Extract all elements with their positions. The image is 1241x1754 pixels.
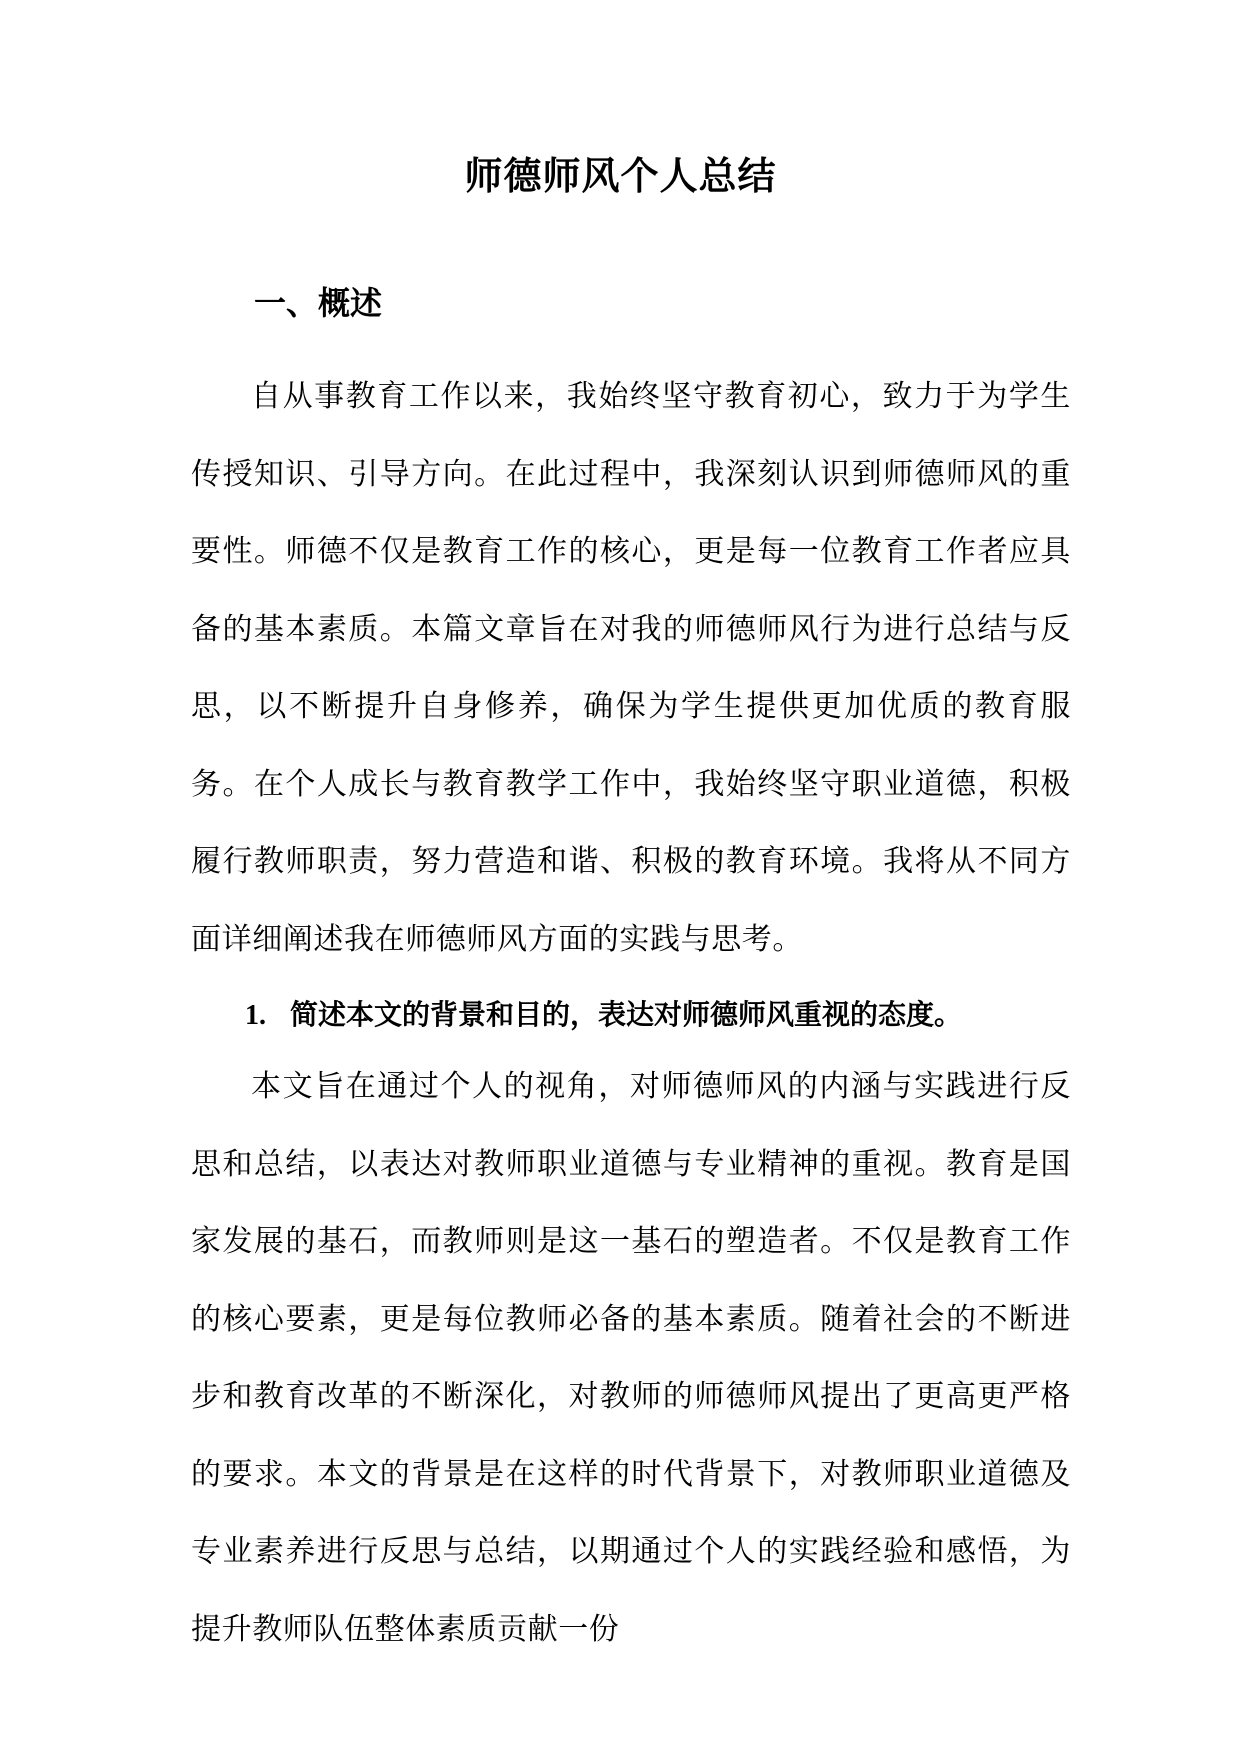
overview-paragraph: 自从事教育工作以来，我始终坚守教育初心，致力于为学生传授知识、引导方向。在此过程中，我深刻认识到师德师风的重要性。师德不仅是教育工作的核心，更是每一位教育工作者应具备的基本素质。本篇文章旨在对我的师德师风行为进行总结与反思，以不断提升自身修养，确保为学生提供更加优质的教育服务。在个人成长与教育教学工作中，我始终坚守职业道德，积极履行教师职责，努力营造和谐、积极的教育环境。我将从不同方面详细阐述我在师德师风方面的实践与思考。 xyxy=(191,379,1071,957)
subsection-heading xyxy=(245,995,962,1036)
document-title: 师德师风个人总结 xyxy=(464,153,777,198)
section-heading-overview: 一、概述 xyxy=(254,284,383,322)
subsection-heading-text: 简述本文的背景和目的，表达对师德师风重视的态度。 xyxy=(290,998,963,1031)
background-paragraph: 本文旨在通过个人的视角，对师德师风的内涵与实践进行反思和总结，以表达对教师职业道德与专业精神的重视。教育是国家发展的基石，而教师则是这一基石的塑造者。不仅是教育工作的核心要素，更是每位教师必备的基本素质。随着社会的不断进步和教育改革的不断深化，对教师的师德师风提出了更高更严格的要求。本文的背景是在这样的时代背景下，对教师职业道德及专业素养进行反思与总结，以期通过个人的实践经验和感悟，为提升教师队伍整体素质贡献一份 xyxy=(191,1069,1071,1647)
subsection-number: 1. xyxy=(245,1000,266,1031)
